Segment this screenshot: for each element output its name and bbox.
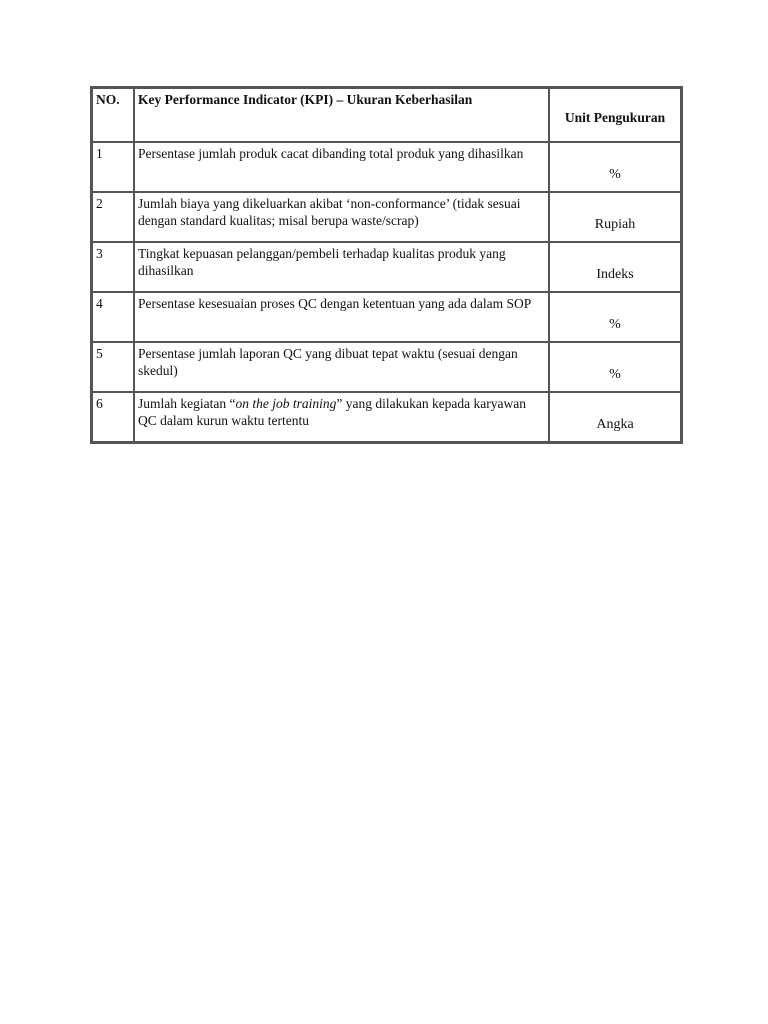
header-unit-label: Unit Pengukuran: [564, 109, 666, 125]
row-number: 4: [96, 296, 103, 311]
row-number: 2: [96, 196, 103, 211]
kpi-cell: [134, 392, 549, 442]
table-row: [92, 242, 681, 292]
row-number: 1: [96, 146, 103, 161]
kpi-text: Persentase jumlah laporan QC yang dibuat tepat waktu (sesuai dengan skedul): [138, 346, 518, 378]
kpi-text: Tingkat kepuasan pelanggan/pembeli terhadap kualitas produk yang dihasilkan: [138, 246, 506, 278]
kpi-text: Jumlah kegiatan “on the job training” yang dilakukan kepada karyawan QC dalam kurun waktu tertentu: [138, 396, 527, 428]
row-number-cell: [92, 242, 134, 292]
row-number: 6: [96, 396, 103, 411]
unit-value: %: [609, 367, 621, 382]
kpi-text: Jumlah biaya yang dikeluarkan akibat ‘non-conformance’ (tidak sesuai dengan standard kualitas; misal berupa waste/scrap): [138, 196, 521, 228]
unit-cell: [549, 192, 681, 242]
row-number: 5: [96, 346, 103, 361]
table-row: [92, 342, 681, 392]
table-row: [92, 192, 681, 242]
header-kpi-label: Key Performance Indicator (KPI) – Ukuran Keberhasilan: [138, 92, 473, 107]
unit-value: Angka: [596, 417, 634, 432]
unit-value: %: [609, 317, 621, 332]
table-header-row: [92, 88, 681, 142]
kpi-cell: [134, 242, 549, 292]
kpi-cell: [134, 292, 549, 342]
unit-cell: [549, 142, 681, 192]
header-kpi: [134, 88, 549, 142]
unit-cell: [549, 342, 681, 392]
kpi-text: Persentase jumlah produk cacat dibanding total produk yang dihasilkan: [138, 146, 524, 161]
row-number-cell: [92, 342, 134, 392]
table-row: [92, 392, 681, 442]
kpi-table: [90, 86, 683, 444]
unit-cell: [549, 242, 681, 292]
row-number-cell: [92, 192, 134, 242]
unit-value: %: [609, 167, 621, 182]
header-no-label: NO.: [96, 92, 120, 107]
kpi-emphasis: on the job training: [235, 396, 337, 411]
header-unit: [549, 88, 681, 142]
row-number-cell: [92, 292, 134, 342]
unit-value: Indeks: [596, 267, 634, 282]
table-row: [92, 142, 681, 192]
header-no: [92, 88, 134, 142]
unit-cell: [549, 292, 681, 342]
kpi-cell: [134, 342, 549, 392]
kpi-cell: [134, 142, 549, 192]
table-row: [92, 292, 681, 342]
row-number-cell: [92, 392, 134, 442]
row-number-cell: [92, 142, 134, 192]
unit-cell: [549, 392, 681, 442]
kpi-text: Persentase kesesuaian proses QC dengan ketentuan yang ada dalam SOP: [138, 296, 532, 311]
row-number: 3: [96, 246, 103, 261]
kpi-cell: [134, 192, 549, 242]
unit-value: Rupiah: [594, 217, 636, 232]
